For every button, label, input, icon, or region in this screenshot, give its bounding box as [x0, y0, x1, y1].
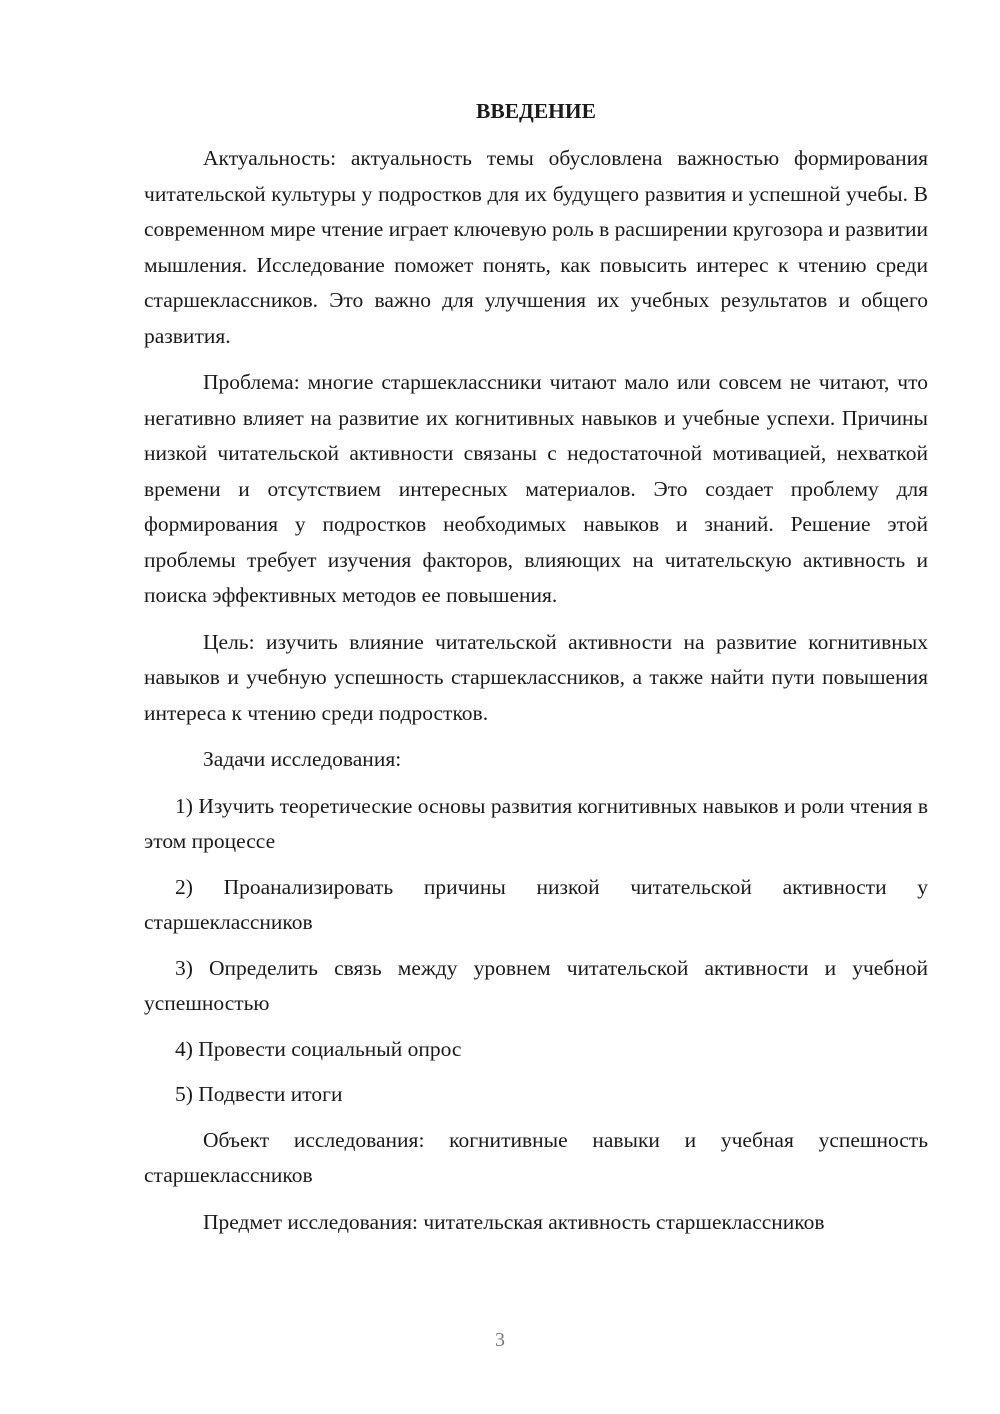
tasks-heading: Задачи исследования: — [203, 747, 402, 771]
paragraph-relevance: Актуальность: актуальность темы обусловлена важностью формирования читательской культуры у подростков для их будущего развития и успешной учебы. В современном мире чтение играет ключевую роль в расширении кругозора и развитии мышления. Исследование поможет понять, как повысить интерес к чтению среди старшеклассников. Это важно для улучшения их учебных результатов и общего развития. — [144, 146, 928, 348]
task-item-5: 5) Подвести итоги — [175, 1082, 343, 1106]
paragraph-object: Объект исследования: когнитивные навыки и учебная успешность старшеклассников — [144, 1127, 928, 1187]
page-content — [144, 94, 928, 1251]
task-item-3: 3) Определить связь между уровнем читательской активности и учебной успешностью — [144, 955, 928, 1015]
page-number: 3 — [495, 1329, 505, 1351]
task-item-2: 2) Проанализировать причины низкой читательской активности у старшеклассников — [144, 874, 928, 934]
section-title: ВВЕДЕНИЕ — [476, 99, 596, 123]
paragraph-problem: Проблема: многие старшеклассники читают мало или совсем не читают, что негативно влияет на развитие их когнитивных навыков и учебные успехи. Причины низкой читательской активности связаны с недостаточной мотивацией, нехваткой времени и отсутствием интересных материалов. Это создает проблему для формирования у подростков необходимых навыков и знаний. Решение этой проблемы требует изучения факторов, влияющих на читательскую активность и поиска эффективных методов ее повышения. — [144, 370, 928, 607]
task-item-1: 1) Изучить теоретические основы развития когнитивных навыков и роли чтения в этом процессе — [144, 793, 928, 853]
paragraph-subject: Предмет исследования: читательская активность старшеклассников — [203, 1209, 825, 1234]
paragraph-goal: Цель: изучить влияние читательской активности на развитие когнитивных навыков и учебную успешность старшеклассников, а также найти пути повышения интереса к чтению среди подростков. — [144, 629, 928, 725]
task-item-4: 4) Провести социальный опрос — [175, 1036, 462, 1061]
